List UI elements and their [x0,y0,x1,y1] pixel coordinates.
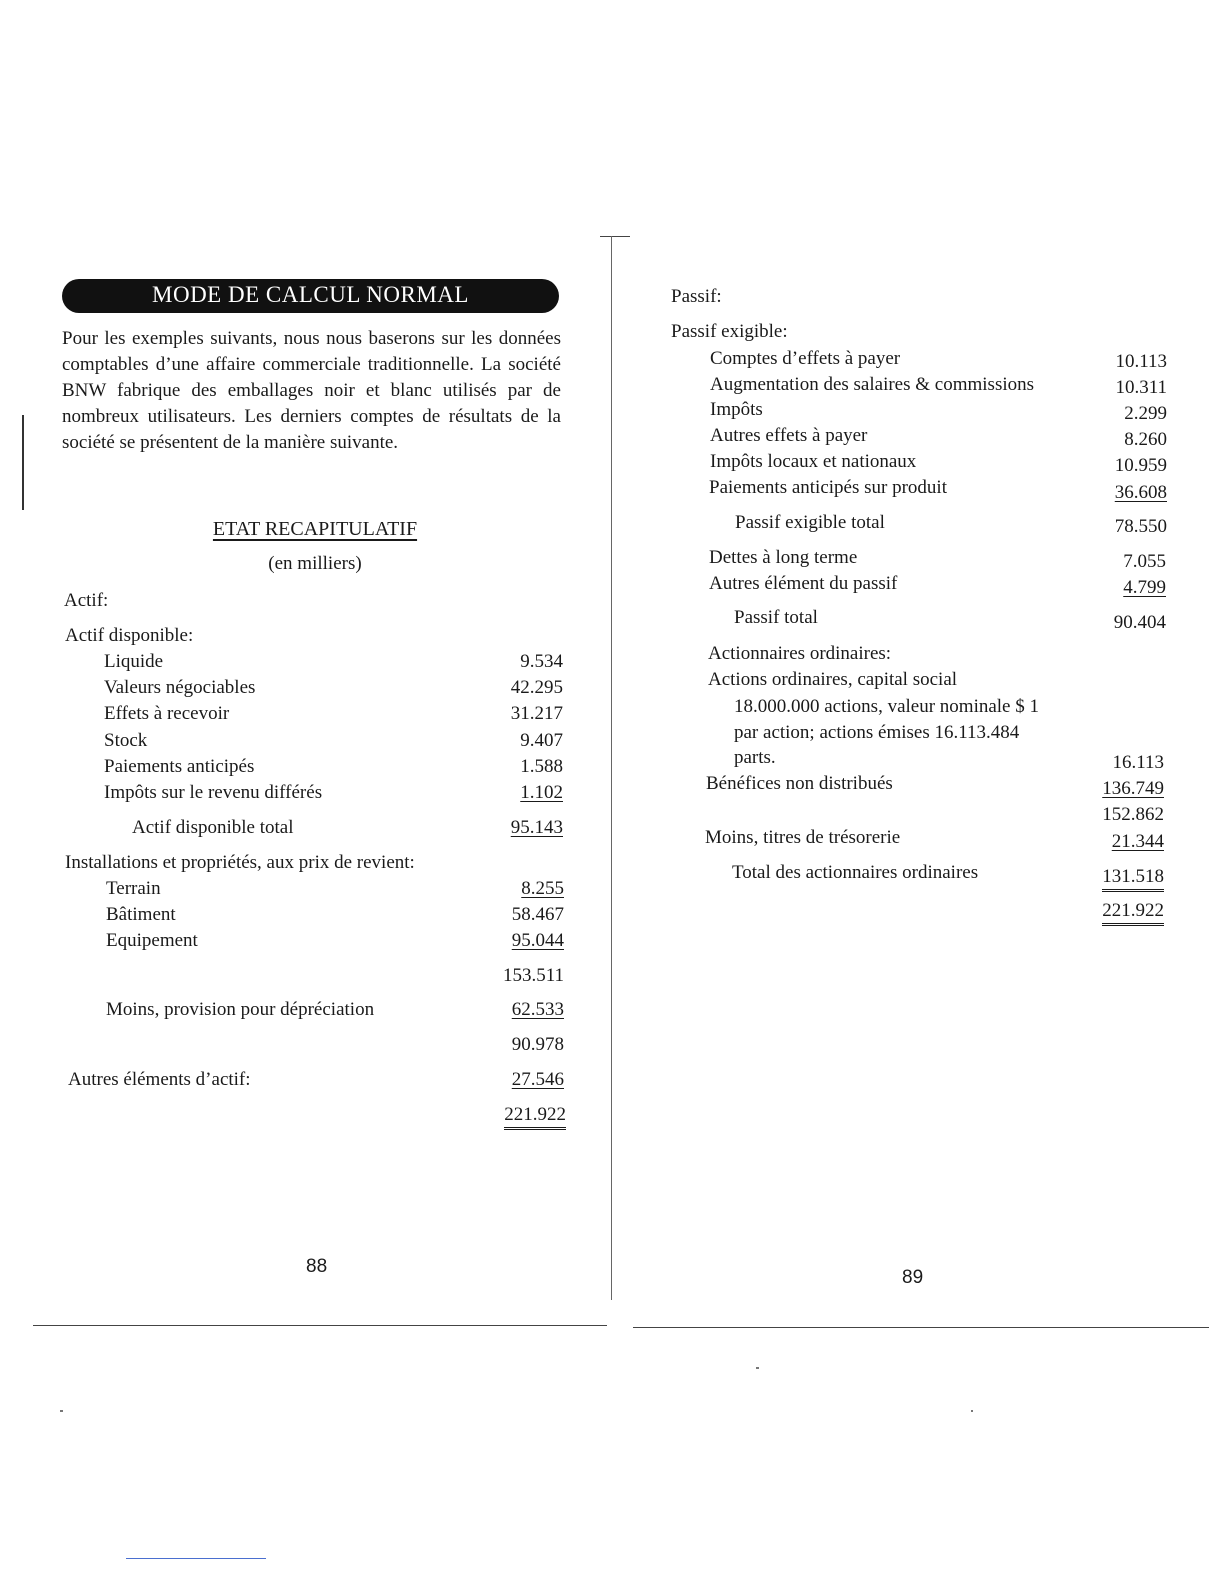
line-label: Comptes d’effets à payer [710,348,901,369]
actions-line: par action; actions émises 16.113.484 [734,722,1020,743]
net-installations-value: 90.978 [511,1034,564,1055]
line-value: 9.534 [520,651,563,672]
actions-line: parts. [734,747,776,768]
autres-actif-label: Autres éléments d’actif: [68,1069,251,1090]
benefices-label: Bénéfices non distribués [706,773,893,794]
actions-value: 16.113 [1112,752,1164,773]
passif-exigible-label: Passif exigible: [671,321,788,342]
subtotal-value: 78.550 [1114,516,1167,537]
line-value: 9.407 [520,730,563,751]
benefices-value: 136.749 [1102,778,1164,799]
line-value: 8.255 [521,878,564,899]
statement-subheading: (en milliers) [268,553,362,574]
passif-total-value: 90.404 [1113,612,1166,633]
line-value: 36.608 [1114,482,1167,503]
line-value: 10.311 [1115,377,1167,398]
subtotal-value: 95.143 [510,817,563,838]
statement-heading: ETAT RECAPITULATIF [212,518,418,540]
actif-disponible-label: Actif disponible: [65,625,194,646]
gutter-top-mark [600,236,630,237]
line-value: 10.959 [1114,455,1167,476]
line-label: Equipement [106,930,198,951]
line-label: Impôts locaux et nationaux [710,451,917,472]
autres-passif-value: 4.799 [1123,577,1166,598]
scan-speck [60,1410,63,1412]
line-label: Augmentation des salaires & commissions [710,374,1035,395]
line-label: Liquide [104,651,164,672]
line-label: Autres effets à payer [710,425,868,446]
line-value: 10.113 [1115,351,1167,372]
line-value: 58.467 [511,904,564,925]
line-label: Paiements anticipés [104,756,255,777]
grand-total-value: 221.922 [1102,899,1164,926]
total-actionnaires-value: 131.518 [1102,865,1164,892]
line-value: 42.295 [510,677,563,698]
actif-label: Actif: [64,590,109,611]
actions-line: Actions ordinaires, capital social [708,669,958,690]
passif-total-label: Passif total [734,607,818,628]
autres-passif-label: Autres élément du passif [709,573,898,594]
page-number-right: 89 [902,1267,924,1288]
subtotal-label: Actif disponible total [132,817,294,838]
subtotal-label: Passif exigible total [735,512,885,533]
passif-label: Passif: [671,286,722,307]
page-gutter-line [611,236,612,1300]
banner-title: MODE DE CALCUL NORMAL [152,282,469,307]
line-value: 2.299 [1124,403,1167,424]
line-label: Impôts [710,399,763,420]
line-label: Effets à recevoir [104,703,230,724]
intro-paragraph: Pour les exemples suivants, nous nous baserons sur les données comptables d’une affaire commerciale traditionnelle. La société BNW fabrique des emballages noir et blanc utilisés par de nombreux utilisateurs. Les derniers comptes de résultats de la société se présentent de la manière suivante. [62,328,561,453]
line-label: Stock [104,730,148,751]
dettes-label: Dettes à long terme [709,547,858,568]
line-value: 95.044 [511,930,564,951]
subtotal-value: 152.862 [1102,804,1164,825]
autres-actif-value: 27.546 [511,1069,564,1090]
left-page-bottom-edge [33,1325,607,1326]
line-value: 8.260 [1124,429,1167,450]
actions-line: 18.000.000 actions, valeur nominale $ 1 [734,696,1039,717]
right-page-bottom-edge [633,1327,1209,1328]
total-actif-value: 221.922 [504,1103,566,1130]
line-label: Paiements anticipés sur produit [709,477,947,498]
tresorerie-label: Moins, titres de trésorerie [705,827,901,848]
total-actionnaires-label: Total des actionnaires ordinaires [732,862,979,883]
line-value: 1.588 [520,756,563,777]
actionnaires-label: Actionnaires ordinaires: [708,643,892,664]
bottom-blue-mark [126,1558,266,1559]
scan-speck [971,1410,973,1412]
page-number-left: 88 [306,1256,328,1277]
line-label: Impôts sur le revenu différés [104,782,323,803]
line-value: 1.102 [520,782,563,803]
line-label: Valeurs négociables [104,677,256,698]
depreciation-value: 62.533 [511,999,564,1020]
margin-scan-mark [22,415,24,510]
installations-label: Installations et propriétés, aux prix de revient: [65,852,415,873]
line-label: Bâtiment [106,904,176,925]
tresorerie-value: 21.344 [1111,831,1164,852]
line-label: Terrain [106,878,161,899]
scan-speck [756,1367,759,1369]
line-value: 31.217 [510,703,563,724]
subtotal-value: 153.511 [502,965,564,986]
dettes-value: 7.055 [1123,551,1166,572]
depreciation-label: Moins, provision pour dépréciation [106,999,375,1020]
